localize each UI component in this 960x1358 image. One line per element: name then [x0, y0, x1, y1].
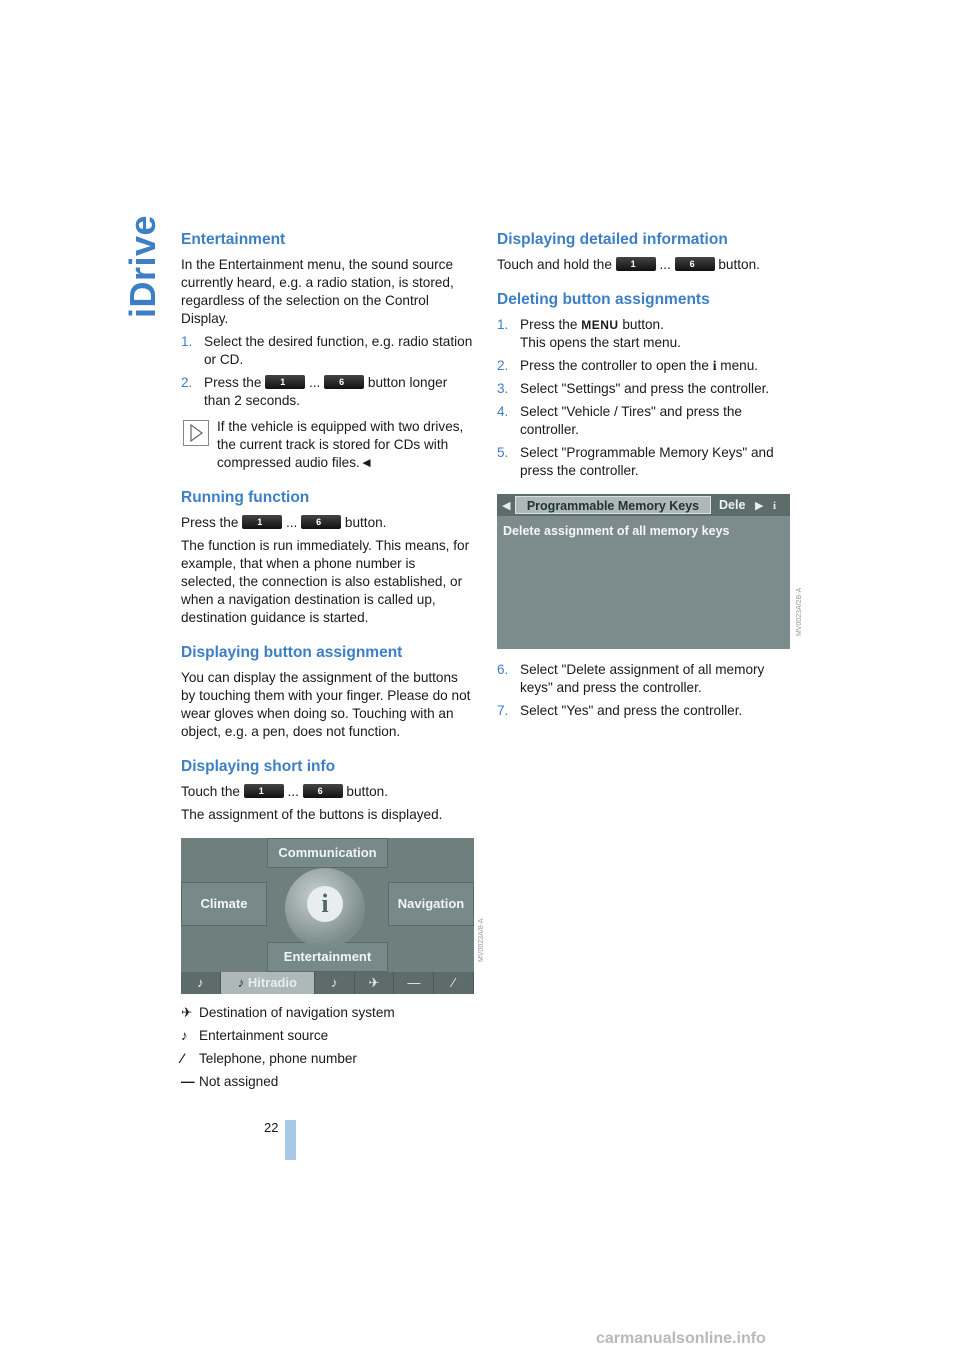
step-5: 5. Select "Programmable Memory Keys" and press the controller.	[497, 445, 774, 478]
heading-running-function: Running function	[181, 489, 310, 506]
running-para: The function is run immediately. This means, for example, that when a phone number is selected, the connection is also established, or when a navigation destination is called up, destination guidance is started.	[181, 538, 470, 625]
note	[181, 418, 473, 472]
legend-item: — Not assigned	[181, 1074, 279, 1089]
navigation-flag-icon: ✈	[181, 1005, 193, 1020]
step-1: 1. Press the MENU button. This opens the start menu.	[497, 317, 681, 350]
heading-displaying-short-info: Displaying short info	[181, 758, 336, 775]
assignment-para: You can display the assignment of the buttons by touching them with your finger. Please do not wear gloves when doing so. Touching with an object, e.g. a pen, does not function.	[181, 670, 471, 739]
memory-button-6-icon: 6	[324, 375, 364, 389]
screen-navigation: Navigation	[388, 882, 474, 926]
legend-item: ♪ Entertainment source	[181, 1028, 329, 1043]
arrow-right-icon: ▶	[755, 500, 764, 512]
step-2: 2. Press the controller to open the i menu.	[497, 358, 759, 373]
music-note-icon: ♪	[181, 972, 221, 994]
info-controller-icon: i	[285, 868, 365, 948]
info-icon: i	[773, 500, 777, 512]
memory-button-6-icon: 6	[301, 515, 341, 529]
heading-displaying-detailed-information: Displaying detailed information	[497, 231, 728, 248]
phone-handset-icon: ∕	[181, 1051, 184, 1066]
screen-delete-row: Delete assignment of all memory keys	[503, 524, 730, 538]
step-7: 7. Select "Yes" and press the controller.	[497, 703, 743, 718]
memory-button-1-icon: 1	[265, 375, 305, 389]
music-note-icon: ♪	[315, 972, 355, 994]
entertainment-steps	[181, 333, 473, 410]
short-info-para: The assignment of the buttons is displayed.	[181, 807, 443, 822]
phone-handset-icon: ∕	[434, 972, 474, 994]
screen-top-bar	[497, 494, 790, 516]
arrow-left-icon: ◀	[502, 500, 511, 512]
memory-button-6-icon: 6	[303, 784, 343, 798]
screen-tab-memory-keys: Programmable Memory Keys	[515, 496, 711, 514]
memory-button-6-icon: 6	[675, 257, 715, 271]
step-6: 6. Select "Delete assignment of all memory keys" and press the controller.	[497, 662, 765, 695]
step-4: 4. Select "Vehicle / Tires" and press the controller.	[497, 404, 742, 437]
memory-button-1-icon: 1	[616, 257, 656, 271]
heading-entertainment: Entertainment	[181, 231, 286, 248]
memory-button-1-icon: 1	[242, 515, 282, 529]
running-line: Press the 1 ... 6 button.	[181, 515, 387, 530]
short-info-line: Touch the 1 ... 6 button.	[181, 784, 388, 799]
page-number: 22	[264, 1120, 279, 1135]
figure-number: MV0023A/8-A	[478, 918, 485, 962]
screen-tab-delete: Dele	[719, 498, 746, 512]
navigation-flag-icon: ✈	[355, 972, 395, 994]
memory-keys-screenshot	[497, 494, 790, 649]
note-text: If the vehicle is equipped with two drives, the current track is stored for CDs with compressed audio files.◄	[217, 419, 464, 470]
sidebar-title: iDrive	[122, 214, 163, 318]
deleting-steps	[497, 316, 789, 480]
screen-hitradio: ♪ Hitradio	[221, 972, 315, 994]
legend-item: ∕ Telephone, phone number	[181, 1051, 357, 1066]
step-3: 3. Select "Settings" and press the controller.	[497, 381, 770, 396]
screen-communication: Communication	[267, 838, 388, 868]
footer-url: carmanualsonline.info	[596, 1330, 766, 1347]
menu-button-icon: MENU	[581, 318, 619, 332]
dash-icon: —	[181, 1074, 195, 1089]
right-column	[497, 230, 789, 725]
screen-entertainment: Entertainment	[267, 942, 388, 972]
short-info-screenshot	[181, 838, 474, 994]
heading-displaying-button-assignment: Displaying button assignment	[181, 644, 403, 661]
info-icon: i	[712, 358, 717, 373]
deleting-steps-continued	[497, 661, 789, 720]
legend	[181, 1004, 473, 1091]
screen-climate: Climate	[181, 882, 267, 926]
heading-deleting-button-assignments: Deleting button assignments	[497, 291, 710, 308]
memory-button-1-icon: 1	[244, 784, 284, 798]
step-1: 1. Select the desired function, e.g. radio station or CD.	[181, 334, 473, 367]
note-triangle-icon	[183, 420, 209, 446]
legend-item: ✈ Destination of navigation system	[181, 1005, 395, 1020]
music-note-icon: ♪	[181, 1028, 188, 1043]
screen-button-bar	[181, 972, 474, 994]
page-marker	[285, 1120, 296, 1160]
figure-number: MV0023A/2B-A	[796, 587, 803, 636]
left-column	[181, 230, 473, 1096]
dash-icon: —	[394, 972, 434, 994]
entertainment-intro: In the Entertainment menu, the sound source currently heard, e.g. a radio station, is stored, regardless of the selection on the Control Display.	[181, 257, 454, 326]
step-2: 2. Press the 1 ... 6 button longer than 2 seconds.	[181, 375, 448, 408]
detailed-line: Touch and hold the 1 ... 6 button.	[497, 257, 760, 272]
